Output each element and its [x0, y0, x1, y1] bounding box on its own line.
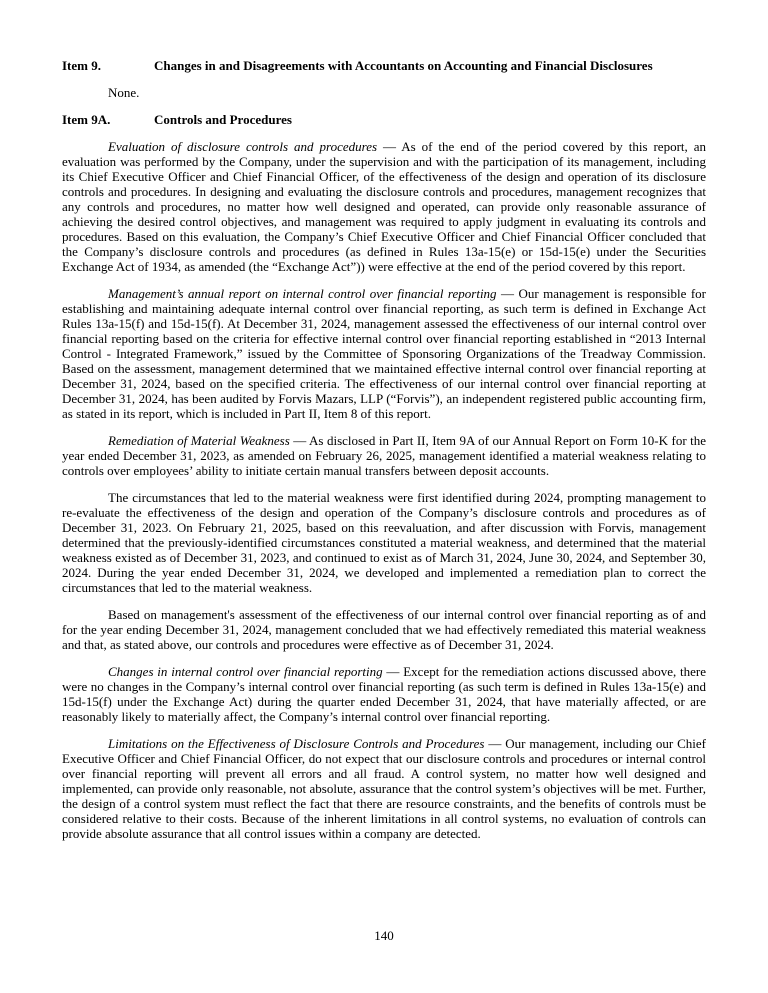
paragraph-lead-in: Management’s annual report on internal control over financial reporting [108, 286, 497, 301]
item-9-label: Item 9. [62, 58, 101, 73]
item-9a-label: Item 9A. [62, 112, 111, 127]
item-9a-title: Controls and Procedures [154, 112, 292, 127]
paragraph-evaluation-of-disclosure-controls [62, 139, 706, 274]
paragraph-body: — Our management is responsible for establishing and maintaining adequate internal control over financial reporting, as such term is defined in Exchange Act Rules 13a-15(f) and 15d-15(f). At December 31, 2024, management assessed the effectiveness of our internal control over financial reporting based on the criteria for effective internal control over financial reporting established in “2013 Internal Control - Integrated Framework,” issued by the Committee of Sponsoring Organizations of the Treadway Commission. Based on the assessment, management determined that we maintained effective internal control over financial reporting at December 31, 2024, based on the specified criteria. The effectiveness of our internal control over financial reporting at December 31, 2024, has been audited by Forvis Mazars, LLP (“Forvis”), an independent registered public accounting firm, as stated in its report, which is included in Part II, Item 8 of this report. [62, 286, 706, 421]
none-paragraph: None. [108, 85, 140, 100]
page-number: 140 [374, 928, 394, 943]
paragraph-lead-in: Changes in internal control over financial reporting [108, 664, 383, 679]
paragraph-body: — As of the end of the period covered by this report, an evaluation was performed by the Company, under the supervision and with the participation of its management, including its Chief Executive Officer and Chief Financial Officer, of the effectiveness of the design and operation of its disclosure controls and procedures. In designing and evaluating the disclosure controls and procedures, management recognizes that any controls and procedures, no matter how well designed and operated, can provide only reasonable assurance of achieving the desired control objectives, and management was required to apply judgment in evaluating its controls and procedures. Based on this evaluation, the Company’s Chief Executive Officer and Chief Financial Officer concluded that the Company’s disclosure controls and procedures (as defined in Rules 13a-15(e) or 15d-15(e) under the Securities Exchange Act of 1934, as amended (the “Exchange Act”)) were effective at the end of the period covered by this report. [62, 139, 706, 274]
item-9a-heading [62, 112, 706, 127]
paragraph-limitations-on-effectiveness [62, 736, 706, 841]
paragraph-body: Based on management's assessment of the effectiveness of our internal control over financial reporting as of and for the year ending December 31, 2024, management concluded that we had effectively remediated this material weakness and that, as stated above, our controls and procedures were effective as of December 31, 2024. [62, 607, 706, 652]
paragraph-changes-in-internal-control [62, 664, 706, 724]
paragraph-lead-in: Evaluation of disclosure controls and procedures [108, 139, 378, 154]
paragraph-circumstances [62, 490, 706, 595]
paragraph-body: — Except for the remediation actions discussed above, there were no changes in the Company’s internal control over financial reporting (as such term is defined in Rules 13a-15(e) and 15d-15(f) under the Exchange Act) during the quarter ended December 31, 2024, that have materially affected, or are reasonably likely to materially affect, the Company’s internal control over financial reporting. [62, 664, 706, 724]
item-9-heading [62, 58, 706, 73]
paragraph-remediation-of-material-weakness [62, 433, 706, 478]
paragraph-management-assessment-conclusion [62, 607, 706, 652]
paragraph-body: — Our management, including our Chief Executive Officer and Chief Financial Officer, do not expect that our disclosure controls and procedures or internal control over financial reporting will prevent all errors and all fraud. A control system, no matter how well designed and implemented, can provide only reasonable, not absolute, assurance that the control system’s objectives will be met. Further, the design of a control system must reflect the fact that there are resource constraints, and the benefits of controls must be considered relative to their costs. Because of the inherent limitations in all control systems, no evaluation of controls can provide absolute assurance that all control issues within a company are detected. [62, 736, 706, 841]
paragraph-body: — As disclosed in Part II, Item 9A of our Annual Report on Form 10-K for the year ended December 31, 2023, as amended on February 26, 2025, management identified a material weakness relating to controls over employees’ ability to initiate certain manual transfers between deposit accounts. [62, 433, 707, 478]
paragraph-lead-in: Remediation of Material Weakness [108, 433, 290, 448]
paragraph-body: The circumstances that led to the material weakness were first identified during 2024, prompting management to re-evaluate the effectiveness of the design and operation of the Company’s disclosure controls and procedures as of December 31, 2023. On February 21, 2025, based on this reevaluation, and after discussion with Forvis, management determined that the previously-identified circumstances constituted a material weakness, and determined that the material weakness existed as of December 31, 2023, and continued to exist as of March 31, 2024, June 30, 2024, and September 30, 2024. During the year ended December 31, 2024, we developed and implemented a remediation plan to correct the circumstances that led to the material weakness. [62, 490, 706, 595]
paragraph-lead-in: Limitations on the Effectiveness of Disclosure Controls and Procedures [108, 736, 485, 751]
paragraph-managements-annual-report [62, 286, 706, 421]
item-9-title: Changes in and Disagreements with Accountants on Accounting and Financial Disclosures [154, 58, 653, 73]
